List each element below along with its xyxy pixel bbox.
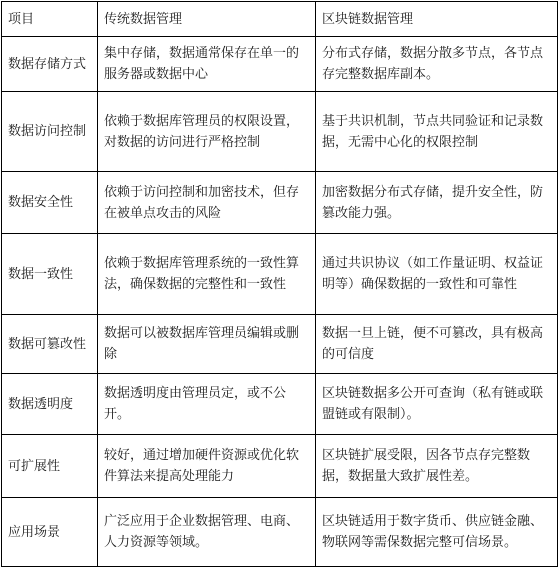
blockchain-cell: 加密数据分布式存储，提升安全性，防篡改能力强。 [316,172,558,234]
table-row [2,172,558,234]
blockchain-cell: 通过共识协议（如工作量证明、权益证明等）确保数据的一致性和可靠性 [316,234,558,315]
header-item: 项目 [2,2,98,37]
header-blockchain: 区块链数据管理 [316,2,558,37]
blockchain-cell: 基于共识机制，节点共同验证和记录数据，无需中心化的权限控制 [316,92,558,172]
comparison-table [1,1,558,567]
row-item-label: 数据存储方式 [2,37,98,92]
table-row [2,37,558,92]
blockchain-cell: 区块链数据多公开可查询（私有链或联盟链或有限制）。 [316,374,558,435]
row-item-label: 可扩展性 [2,435,98,498]
table-header-row [2,2,558,37]
row-item-label: 数据透明度 [2,374,98,435]
row-item-label: 数据访问控制 [2,92,98,172]
table-row [2,234,558,315]
traditional-cell: 依赖于数据库管理系统的一致性算法，确保数据的完整性和一致性 [98,234,316,315]
table-row [2,498,558,567]
traditional-cell: 集中存储，数据通常保存在单一的服务器或数据中心 [98,37,316,92]
row-item-label: 应用场景 [2,498,98,567]
traditional-cell: 数据可以被数据库管理员编辑或删除 [98,315,316,374]
traditional-cell: 数据透明度由管理员定，或不公开。 [98,374,316,435]
traditional-cell: 广泛应用于企业数据管理、电商、人力资源等领域。 [98,498,316,567]
blockchain-cell: 区块链扩展受限，因各节点存完整数据，数据量大致扩展性差。 [316,435,558,498]
traditional-cell: 依赖于数据库管理员的权限设置，对数据的访问进行严格控制 [98,92,316,172]
table-row [2,92,558,172]
table-row [2,315,558,374]
blockchain-cell: 数据一旦上链，便不可篡改，具有极高的可信度 [316,315,558,374]
blockchain-cell: 区块链适用于数字货币、供应链金融、物联网等需保数据完整可信场景。 [316,498,558,567]
header-traditional: 传统数据管理 [98,2,316,37]
row-item-label: 数据可篡改性 [2,315,98,374]
blockchain-cell: 分布式存储，数据分散多节点，各节点存完整数据库副本。 [316,37,558,92]
traditional-cell: 较好，通过增加硬件资源或优化软件算法来提高处理能力 [98,435,316,498]
row-item-label: 数据一致性 [2,234,98,315]
traditional-cell: 依赖于访问控制和加密技术，但存在被单点攻击的风险 [98,172,316,234]
table-row [2,435,558,498]
table-row [2,374,558,435]
row-item-label: 数据安全性 [2,172,98,234]
